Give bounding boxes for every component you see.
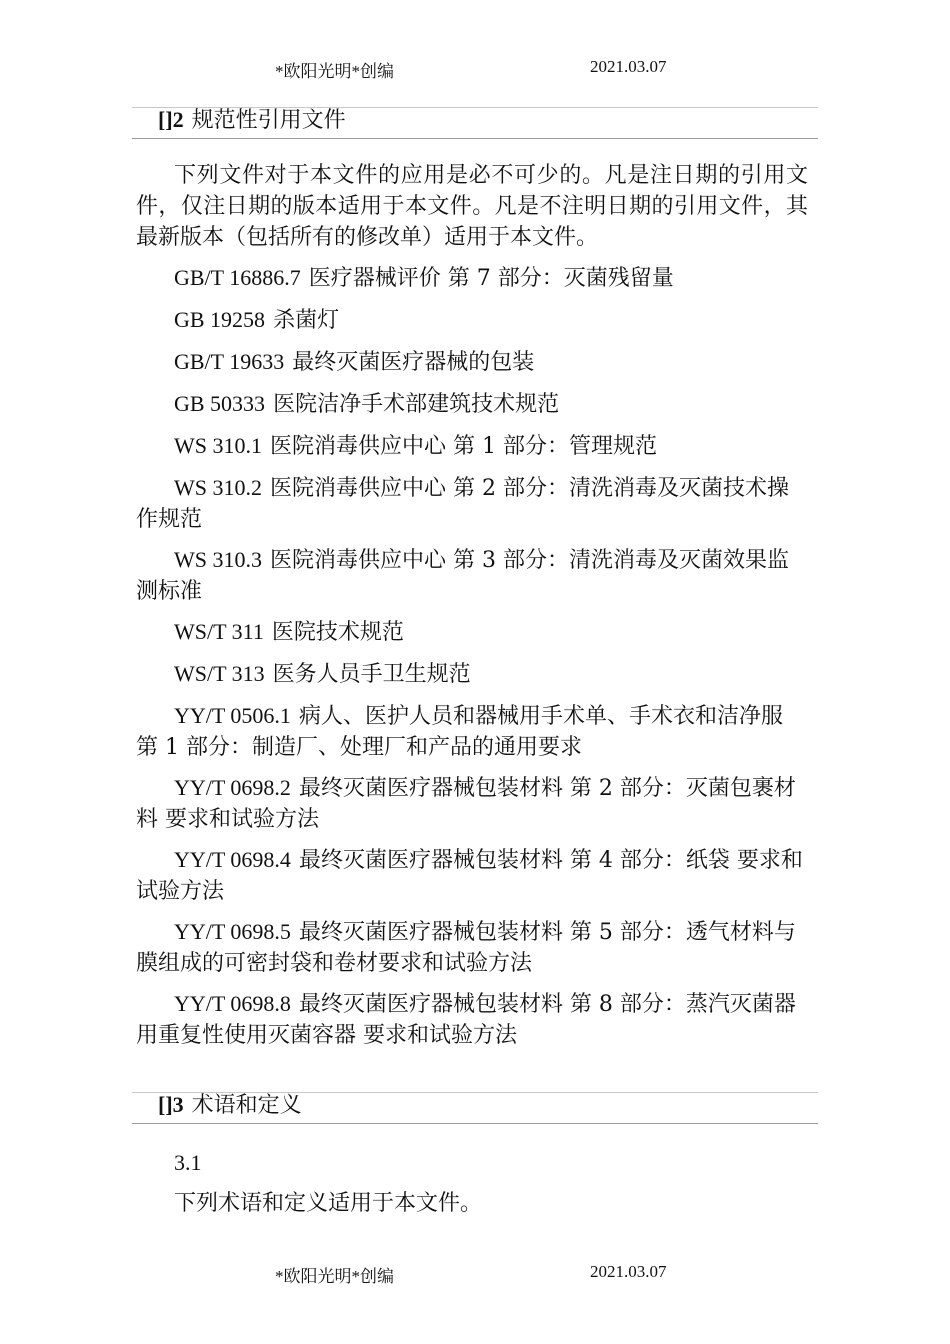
reference-title: 最终灭菌医疗器械包装材料 第 2 部分：灭菌包裹材料 要求和试验方法	[136, 776, 796, 832]
reference-title: 最终灭菌医疗器械包装材料 第 8 部分：蒸汽灭菌器用重复性使用灭菌容器 要求和试验方法	[136, 992, 796, 1048]
reference-item	[136, 844, 808, 907]
reference-code: GB 50333	[174, 391, 266, 416]
reference-title: 医务人员手卫生规范	[272, 662, 471, 687]
reference-code: YY/T 0698.2	[174, 775, 291, 800]
reference-item	[136, 988, 808, 1051]
reference-item	[136, 262, 808, 294]
section-2-heading	[158, 106, 346, 135]
section-2-title: 规范性引用文件	[191, 108, 346, 133]
reference-code: WS/T 311	[174, 619, 264, 644]
reference-code: GB 19258	[174, 307, 266, 332]
footer-date: 2021.03.07	[590, 1262, 667, 1281]
reference-title: 医院消毒供应中心 第 1 部分：管理规范	[270, 434, 657, 459]
clause-number: 3.1	[174, 1150, 202, 1175]
section-2-number: []2	[158, 107, 184, 132]
reference-item	[136, 304, 808, 336]
reference-item	[136, 700, 808, 763]
reference-code: WS 310.1	[174, 433, 262, 458]
reference-title: 医院消毒供应中心 第 2 部分：清洗消毒及灭菌技术操作规范	[136, 476, 789, 532]
reference-item	[136, 472, 808, 535]
reference-item	[136, 772, 808, 835]
reference-item	[136, 346, 808, 378]
reference-code: YY/T 0698.8	[174, 991, 291, 1016]
reference-item	[136, 658, 808, 690]
reference-title: 杀菌灯	[273, 308, 340, 333]
footer-author: *欧阳光明*创编	[275, 1267, 394, 1286]
reference-code: YY/T 0698.4	[174, 847, 291, 872]
reference-title: 医疗器械评价 第 7 部分：灭菌残留量	[308, 266, 674, 291]
reference-title: 最终灭菌医疗器械的包装	[292, 350, 535, 375]
reference-title: 最终灭菌医疗器械包装材料 第 4 部分：纸袋 要求和试验方法	[136, 848, 803, 904]
header-date: 2021.03.07	[590, 57, 667, 76]
reference-title: 病人、医护人员和器械用手术单、手术衣和洁净服 第 1 部分：制造厂、处理厂和产品的通用要求	[136, 704, 783, 760]
reference-code: WS 310.3	[174, 547, 262, 572]
reference-code: YY/T 0506.1	[174, 703, 291, 728]
reference-title: 最终灭菌医疗器械包装材料 第 5 部分：透气材料与膜组成的可密封袋和卷材要求和试验方法	[136, 920, 796, 976]
reference-code: WS 310.2	[174, 475, 262, 500]
intro-paragraph: 下列文件对于本文件的应用是必不可少的。凡是注日期的引用文件，仅注日期的版本适用于本文件。凡是不注明日期的引用文件，其最新版本（包括所有的修改单）适用于本文件。	[136, 163, 808, 250]
reference-code: GB/T 19633	[174, 349, 285, 374]
reference-item	[136, 430, 808, 462]
reference-title: 医院消毒供应中心 第 3 部分：清洗消毒及灭菌效果监测标准	[136, 548, 789, 604]
reference-title: 医院技术规范	[271, 620, 404, 645]
section-3-heading	[158, 1091, 302, 1120]
reference-item	[136, 544, 808, 607]
section-3-title: 术语和定义	[191, 1093, 302, 1118]
reference-code: GB/T 16886.7	[174, 265, 301, 290]
header-author: *欧阳光明*创编	[275, 62, 394, 81]
reference-title: 医院洁净手术部建筑技术规范	[273, 392, 560, 417]
reference-item	[136, 916, 808, 979]
section-3-number: []3	[158, 1092, 184, 1117]
reference-code: YY/T 0698.5	[174, 919, 291, 944]
reference-item	[136, 616, 808, 648]
clause-text: 下列术语和定义适用于本文件。	[174, 1191, 483, 1216]
reference-item	[136, 388, 808, 420]
reference-code: WS/T 313	[174, 661, 265, 686]
